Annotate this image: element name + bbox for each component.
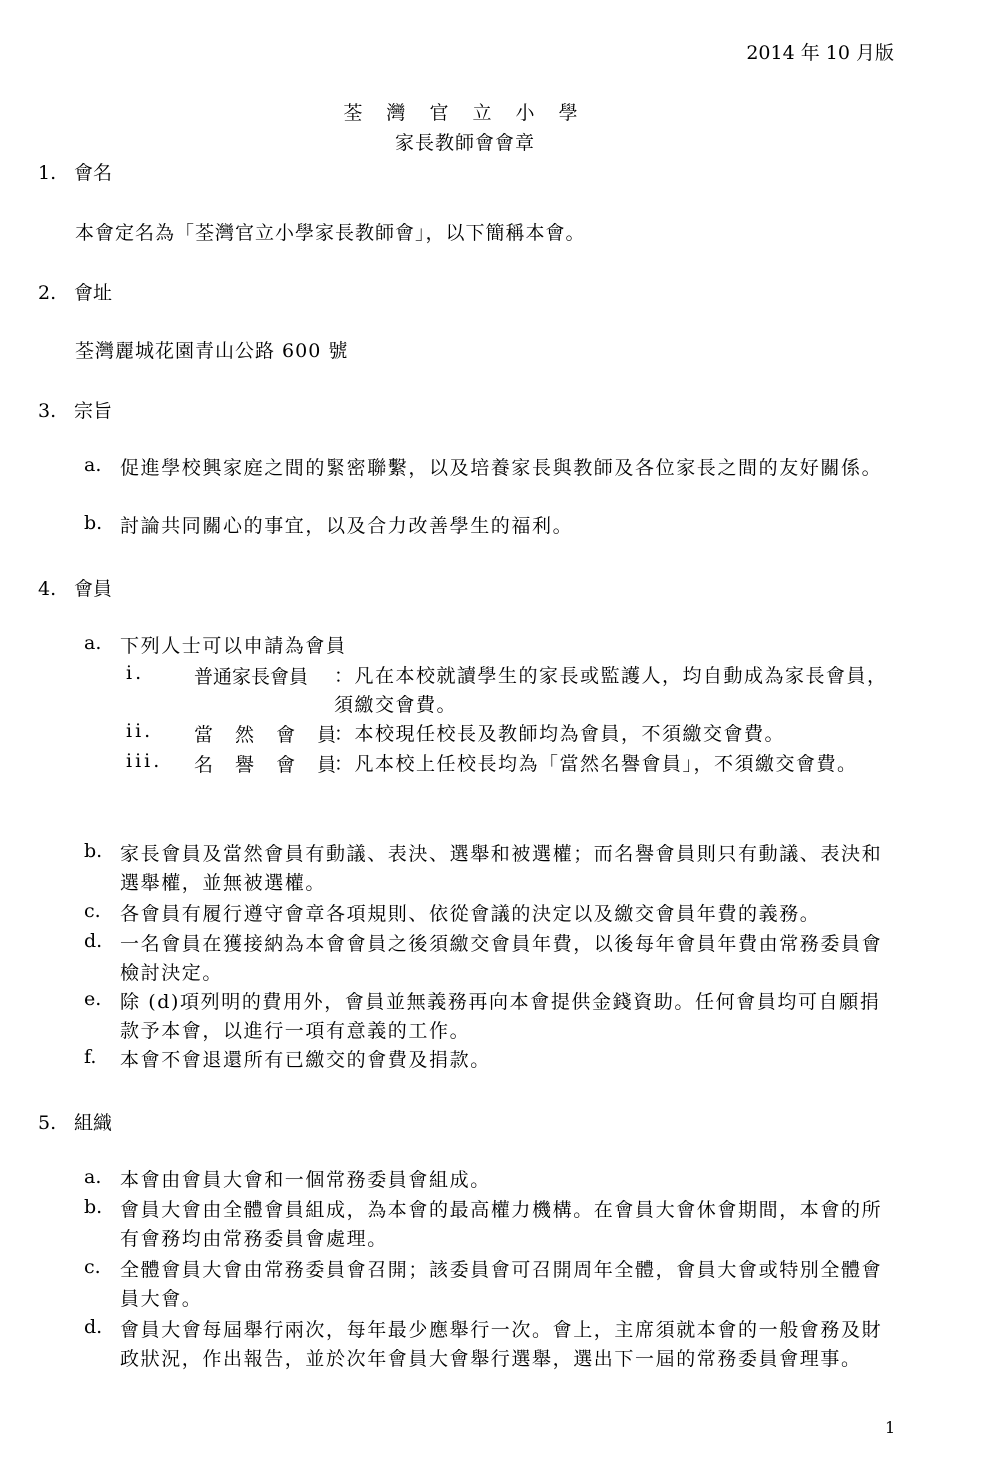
version-label: 2014 年 10 月版 [746,42,894,64]
section-5-heading [38,1108,112,1135]
page-number: 1 [885,1418,896,1437]
section-title: 宗旨 [74,400,113,422]
item-text: 全體會員大會由常務委員會召開；該委員會可召開周年全體，會員大會或特別全體會員大會。 [120,1259,883,1310]
item-text: 會員大會由全體會員組成，為本會的最高權力機構。在會員大會休會期間，本會的所有會務均由常務委員會處理。 [120,1199,883,1250]
item-label: a. [84,632,102,654]
item-text: 會員大會每屆舉行兩次，每年最少應舉行一次。會上，主席須就本會的一般會務及財政狀況，作出報告，並於次年會員大會舉行選舉，選出下一屆的常務委員會理事。 [120,1319,883,1370]
document-title: 家長教師會會章 [394,132,535,154]
item-label: e. [84,988,102,1010]
section-number: 5. [38,1112,57,1134]
item-label: b. [84,512,103,534]
section-1-text: 本會定名為「荃灣官立小學家長教師會」，以下簡稱本會。 [75,222,586,244]
item-label: d. [84,930,103,952]
item-label: c. [84,1256,101,1278]
member-desc: ：本校現任校長及教師均為會員，不須繳交會費。 [334,723,786,745]
section-3-heading [38,396,112,423]
item-label: d. [84,1316,103,1338]
member-type: 當 然 會 員 [194,724,345,746]
roman-label: ii. [126,720,154,742]
section-2-text: 荃灣麗城花園青山公路 600 號 [75,340,349,362]
item-text: 本會由會員大會和一個常務委員會組成。 [120,1169,491,1191]
member-type: 名 譽 會 員 [194,754,345,776]
roman-label: i. [126,662,145,684]
item-text: 各會員有履行遵守會章各項規則、依從會議的決定以及繳交會員年費的義務。 [120,903,821,925]
member-desc: ：凡在本校就讀學生的家長或監護人，均自動成為家長會員，須繳交會費。 [334,665,888,716]
section-number: 4. [38,578,57,600]
item-text: 一名會員在獲接納為本會會員之後須繳交會員年費，以後每年會員年費由常務委員會檢討決定。 [120,933,883,984]
section-number: 2. [38,282,57,304]
section-title: 會址 [74,282,113,304]
item-label: f. [84,1046,97,1068]
item-text: 促進學校興家庭之間的緊密聯繫，以及培養家長與教師及各位家長之間的友好關係。 [120,457,883,479]
item-label: a. [84,454,102,476]
item-text: 討論共同關心的事宜，以及合力改善學生的福利。 [120,515,574,537]
section-4-heading [38,574,112,601]
section-title: 會名 [74,162,113,184]
section-title: 會員 [74,578,113,600]
item-text: 本會不會退還所有已繳交的會費及捐款。 [120,1049,491,1071]
member-desc: ：凡本校上任校長均為「當然名譽會員」，不須繳交會費。 [334,753,858,775]
section-1-heading [38,158,112,185]
item-label: b. [84,840,103,862]
item-text: 下列人士可以申請為會員 [120,635,347,657]
roman-label: iii. [126,750,163,772]
school-name: 荃 灣 官 立 小 學 [343,102,587,124]
member-type: 普通家長會員 [194,666,309,688]
item-label: c. [84,900,101,922]
section-number: 3. [38,400,57,422]
item-label: a. [84,1166,102,1188]
section-2-heading [38,278,112,305]
item-label: b. [84,1196,103,1218]
item-text: 家長會員及當然會員有動議、表決、選舉和被選權；而名譽會員則只有動議、表決和選舉權，並無被選權。 [120,843,883,894]
item-text: 除 (d)項列明的費用外，會員並無義務再向本會提供金錢資助。任何會員均可自願捐款予本會，以進行一項有意義的工作。 [120,991,881,1042]
section-title: 組織 [74,1112,113,1134]
section-number: 1. [38,162,57,184]
